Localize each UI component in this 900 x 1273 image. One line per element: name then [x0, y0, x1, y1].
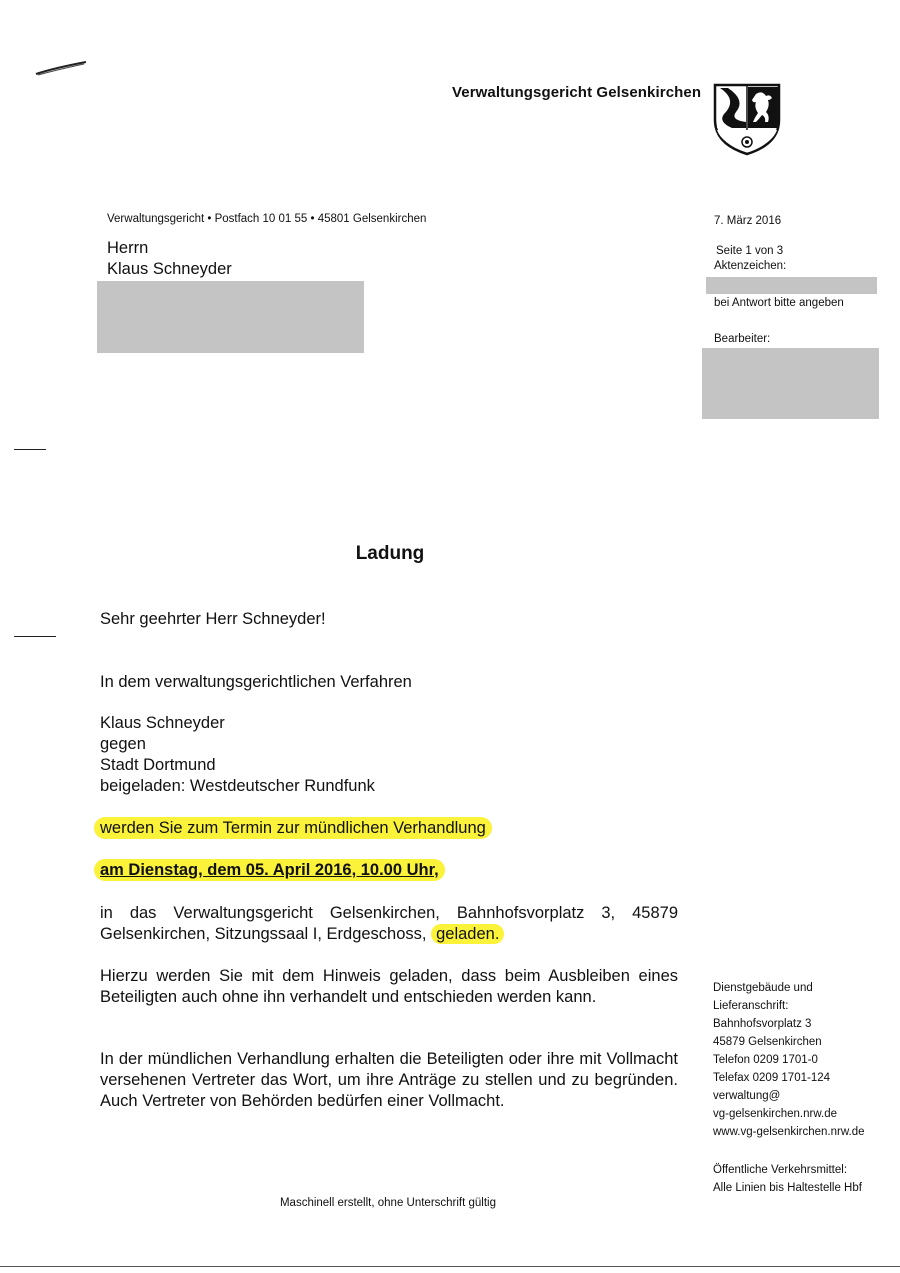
party-joined: beigeladen: Westdeutscher Rundfunk	[100, 777, 375, 795]
redacted-address	[97, 281, 364, 353]
contact-line: Bahnhofsvorplatz 3	[713, 1018, 812, 1030]
transport-label: Öffentliche Verkehrsmittel:	[713, 1164, 848, 1176]
party-defendant: Stadt Dortmund	[100, 756, 216, 774]
greeting: Sehr geehrter Herr Schneyder!	[100, 610, 326, 628]
nrw-coat-of-arms-icon	[712, 82, 782, 156]
transport-value: Alle Linien bis Haltestelle Hbf	[713, 1182, 862, 1194]
absence-notice: Hierzu werden Sie mit dem Hinweis geladen, dass beim Ausbleiben eines Beteiligten auch ohne ihn verhandelt und entschieden werden kann.	[100, 967, 678, 1006]
page-bottom-edge	[0, 1266, 900, 1267]
hearing-date-line	[100, 860, 445, 881]
contact-line: vg-gelsenkirchen.nrw.de	[713, 1108, 838, 1120]
party-plaintiff: Klaus Schneyder	[100, 714, 225, 732]
reference-label: Aktenzeichen:	[714, 260, 787, 272]
page-indicator: Seite 1 von 3	[716, 245, 784, 257]
redacted-clerk	[702, 348, 879, 419]
clerk-label: Bearbeiter:	[714, 333, 771, 345]
punch-mark	[14, 636, 56, 637]
contact-line: Dienstgebäude und	[713, 982, 813, 994]
contact-line: 45879 Gelsenkirchen	[713, 1036, 822, 1048]
fold-mark	[14, 449, 46, 450]
contact-block	[713, 979, 865, 1141]
sender-address-line: Verwaltungsgericht • Postfach 10 01 55 • 45801 Gelsenkirchen	[107, 213, 427, 225]
contact-line: verwaltung@	[713, 1090, 781, 1102]
footer-note: Maschinell erstellt, ohne Unterschrift gültig	[279, 1197, 497, 1209]
court-name: Verwaltungsgericht Gelsenkirchen	[452, 84, 702, 101]
recipient-block	[107, 238, 232, 280]
summons-line	[100, 818, 492, 839]
letter-date: 7. März 2016	[714, 215, 782, 227]
letter-title: Ladung	[355, 543, 425, 564]
geladen-highlight: geladen.	[431, 924, 504, 944]
reply-note: bei Antwort bitte angeben	[714, 297, 844, 309]
hearing-date-highlight: am Dienstag, dem 05. April 2016, 10.00 Uhr,	[94, 859, 445, 881]
contact-line: Telefax 0209 1701-124	[713, 1072, 831, 1084]
recipient-name: Klaus Schneyder	[107, 260, 232, 278]
proceedings-intro: In dem verwaltungsgerichtlichen Verfahren	[100, 673, 412, 691]
redacted-reference	[706, 277, 877, 294]
transport-block	[713, 1161, 862, 1197]
contact-line: www.vg-gelsenkirchen.nrw.de	[713, 1126, 865, 1138]
contact-line: Lieferanschrift:	[713, 1000, 789, 1012]
representation-notice: In der mündlichen Verhandlung erhalten die Beteiligten oder ihre mit Vollmacht versehenen Vertreter das Wort, um ihre Anträge zu stellen und zu begründen. Auch Vertreter von Behörden bedürfen einer Vollmacht.	[100, 1050, 678, 1110]
location-text: in das Verwaltungsgericht Gelsenkirchen, Bahnhofsvorplatz 3, 45879 Gelsenkirchen, Sitzungssaal I, Erdgeschoss,	[100, 904, 678, 943]
pen-mark	[34, 58, 90, 78]
party-versus: gegen	[100, 735, 146, 753]
parties-list	[100, 713, 375, 797]
summons-highlight: werden Sie zum Termin zur mündlichen Verhandlung	[94, 817, 492, 839]
contact-line: Telefon 0209 1701-0	[713, 1054, 818, 1066]
recipient-salutation: Herrn	[107, 239, 149, 257]
hearing-location	[100, 903, 678, 945]
